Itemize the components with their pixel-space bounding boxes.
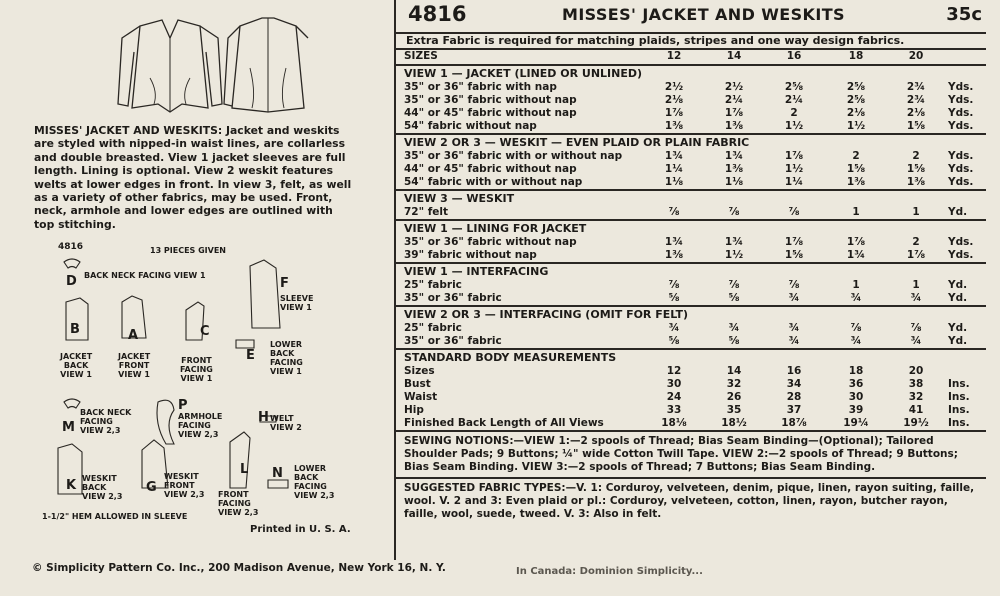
row-label: Bust (404, 378, 431, 390)
cell-value: ⅞ (788, 279, 800, 291)
piece-label-e: LOWER BACK FACING VIEW 1 (270, 340, 303, 376)
piece-letter-f: F (280, 276, 289, 291)
row-label: Hip (404, 404, 424, 416)
yardage-row (396, 322, 986, 335)
cell-value: 1⅜ (906, 176, 926, 188)
cell-value: 28 (786, 391, 802, 403)
cell-value: ⅞ (728, 206, 740, 218)
sizes-label: SIZES (404, 50, 438, 62)
unit-label: Ins. (948, 378, 970, 390)
cell-value: 1½ (846, 120, 866, 132)
row-label: 39" fabric without nap (404, 249, 537, 261)
yardage-section (396, 133, 986, 189)
row-label: 35" or 36" fabric with nap (404, 81, 557, 93)
yardage-section (396, 64, 986, 133)
cell-value: 1⅞ (724, 107, 744, 119)
unit-label: Yds. (948, 81, 974, 93)
yardage-table (396, 48, 986, 524)
cell-value: ¾ (788, 335, 800, 347)
garment-sketch (110, 8, 310, 118)
sizes-header (396, 48, 986, 64)
unit-label: Ins. (948, 404, 970, 416)
cell-value: ¾ (850, 292, 862, 304)
size-heading: 16 (786, 50, 802, 62)
piece-letter-n: N (272, 466, 283, 481)
cell-value: 2⅛ (906, 107, 926, 119)
cell-value: 34 (786, 378, 802, 390)
cell-value: 1⅝ (784, 249, 804, 261)
cell-value: 1¾ (724, 236, 744, 248)
cell-value: 1⅞ (784, 150, 804, 162)
cell-value: 38 (908, 378, 924, 390)
piece-label-d: BACK NECK FACING VIEW 1 (84, 271, 206, 280)
piece-letter-k: K (66, 478, 77, 493)
cell-value: ⅞ (728, 279, 740, 291)
piece-letter-b: B (70, 322, 80, 337)
cell-value: 32 (908, 391, 924, 403)
cell-value: 1⅞ (664, 107, 684, 119)
cell-value: 2½ (664, 81, 684, 93)
cell-value: 1¾ (846, 249, 866, 261)
section-heading: VIEW 3 — WESKIT (404, 192, 515, 205)
cell-value: 2⅝ (784, 81, 804, 93)
yardage-section (396, 189, 986, 219)
cell-value: 1⅝ (846, 163, 866, 175)
unit-label: Yd. (948, 292, 968, 304)
cell-value: 19½ (903, 417, 929, 429)
cell-value: ⅞ (788, 206, 800, 218)
pattern-description (34, 124, 356, 231)
yardage-row (396, 120, 986, 133)
cell-value: 37 (786, 404, 802, 416)
piece-label-m: BACK NECK FACING VIEW 2,3 (80, 408, 132, 435)
yardage-row (396, 150, 986, 163)
cell-value: ¾ (728, 322, 740, 334)
cell-value: 1½ (784, 120, 804, 132)
cell-value: ⅞ (850, 322, 862, 334)
piece-letter-p: P (178, 398, 188, 413)
cell-value: 1 (912, 206, 920, 218)
piece-label-g: WESKIT FRONT VIEW 2,3 (164, 472, 205, 499)
piece-label-c: FRONT FACING VIEW 1 (180, 356, 213, 383)
cell-value: ¾ (850, 335, 862, 347)
piece-letter-a: A (128, 328, 139, 343)
row-label: 35" or 36" fabric (404, 292, 502, 304)
row-label: Finished Back Length of All Views (404, 417, 604, 429)
row-label: 44" or 45" fabric without nap (404, 163, 577, 175)
description-title: MISSES' JACKET AND WESKITS: (34, 124, 223, 137)
cell-value: 24 (666, 391, 682, 403)
yardage-section (396, 219, 986, 262)
pattern-number: 4816 (408, 2, 467, 26)
yardage-row (396, 249, 986, 262)
section-heading: VIEW 1 — JACKET (LINED OR UNLINED) (404, 67, 643, 80)
pieces-count: 13 PIECES GIVEN (150, 246, 226, 255)
unit-label: Yds. (948, 176, 974, 188)
piece-label-b: JACKET BACK VIEW 1 (60, 352, 93, 379)
unit-label: Yd. (948, 279, 968, 291)
yardage-chart-panel (394, 0, 986, 560)
unit-label: Yds. (948, 120, 974, 132)
measurement-row (396, 417, 986, 430)
cell-value: 1⅜ (846, 176, 866, 188)
cell-value: 1½ (724, 249, 744, 261)
row-label: 35" or 36" fabric (404, 335, 502, 347)
cell-value: 1⅜ (664, 120, 684, 132)
cell-value: 2⅛ (846, 107, 866, 119)
row-label: 54" fabric with or without nap (404, 176, 583, 188)
piece-label-f: SLEEVE VIEW 1 (280, 294, 314, 312)
cell-value: 18 (848, 365, 864, 377)
unit-label: Yds. (948, 236, 974, 248)
extra-fabric-note: Extra Fabric is required for matching plaids, stripes and one way design fabrics. (406, 34, 905, 47)
suggested-fabrics: SUGGESTED FABRIC TYPES:—V. 1: Corduroy, velveteen, denim, pique, linen, rayon suiting, faille, wool. V. 2 and 3: Even plaid or pl.: Corduroy, velveteen, cotton, linen, rayon, butcher rayon, faille, wool, suede, tweed. V. 3: Also in felt. (396, 477, 986, 524)
cell-value: ¾ (910, 292, 922, 304)
cell-value: 26 (726, 391, 742, 403)
cell-value: 32 (726, 378, 742, 390)
row-label: 72" felt (404, 206, 449, 218)
cell-value: 2½ (724, 81, 744, 93)
unit-label: Ins. (948, 417, 970, 429)
cell-value: 2 (912, 236, 920, 248)
yardage-row (396, 206, 986, 219)
piece-letter-h: H (258, 410, 269, 425)
section-heading: VIEW 2 OR 3 — INTERFACING (OMIT FOR FELT) (404, 308, 688, 321)
cell-value: 1⅝ (906, 120, 926, 132)
cell-value: ⅞ (910, 322, 922, 334)
piece-label-k: WESKIT BACK VIEW 2,3 (82, 474, 123, 501)
cell-value: 2⅛ (664, 94, 684, 106)
unit-label: Yds. (948, 150, 974, 162)
cell-value: 1⅝ (906, 163, 926, 175)
pieces-pattern-number: 4816 (58, 242, 84, 252)
cell-value: 1¾ (724, 150, 744, 162)
yardage-section (396, 305, 986, 348)
yardage-row (396, 81, 986, 94)
row-label: 44" or 45" fabric without nap (404, 107, 577, 119)
cell-value: ⅝ (668, 292, 680, 304)
row-label: 35" or 36" fabric with or without nap (404, 150, 623, 162)
cell-value: 2⅝ (846, 94, 866, 106)
pattern-price: 35c (946, 4, 982, 25)
row-label: Waist (404, 391, 438, 403)
hem-note: 1-1/2" HEM ALLOWED IN SLEEVE (42, 512, 188, 521)
yardage-row (396, 94, 986, 107)
cell-value: 1⅜ (724, 120, 744, 132)
size-heading: 14 (726, 50, 742, 62)
cell-value: 1⅛ (724, 176, 744, 188)
piece-label-p: ARMHOLE FACING VIEW 2,3 (178, 412, 223, 439)
cell-value: 2 (912, 150, 920, 162)
body-measurements-section (396, 348, 986, 430)
unit-label: Yds. (948, 107, 974, 119)
cell-value: ⅝ (668, 335, 680, 347)
yardage-section (396, 262, 986, 305)
sewing-notions: SEWING NOTIONS:—VIEW 1:—2 spools of Thread; Bias Seam Binding—(Optional); Tailored Shoulder Pads; 9 Buttons; ¼" wide Cotton Twill Tape. VIEW 2:—2 spools of Thread; 9 Buttons; Bias Seam Binding. VIEW 3:—2 spools of Thread; 7 Buttons; Bias Seam Binding. (396, 430, 986, 477)
cell-value: ¾ (788, 292, 800, 304)
cell-value: 1 (852, 206, 860, 218)
cell-value: 1⅜ (724, 163, 744, 175)
row-label: 54" fabric without nap (404, 120, 537, 132)
cell-value: 2¼ (784, 94, 804, 106)
cell-value: 1⅛ (664, 176, 684, 188)
unit-label: Yds. (948, 163, 974, 175)
piece-letter-d: D (66, 274, 77, 289)
cell-value: 39 (848, 404, 864, 416)
cell-value: 18½ (721, 417, 747, 429)
header-row (396, 0, 986, 34)
cell-value: ⅞ (668, 279, 680, 291)
cell-value: 2¼ (724, 94, 744, 106)
cell-value: 19¼ (843, 417, 869, 429)
row-label: 25" fabric (404, 279, 462, 291)
printed-in-usa: Printed in U. S. A. (250, 524, 351, 535)
cell-value: 14 (726, 365, 742, 377)
cell-value: 12 (666, 365, 682, 377)
yardage-row (396, 292, 986, 305)
cell-value: 1⅞ (784, 236, 804, 248)
piece-letter-g: G (146, 480, 157, 495)
measurement-row (396, 365, 986, 378)
section-heading: VIEW 1 — INTERFACING (404, 265, 549, 278)
cell-value: ¾ (910, 335, 922, 347)
cell-value: 2 (852, 150, 860, 162)
cell-value: 1⅞ (846, 236, 866, 248)
cell-value: 30 (666, 378, 682, 390)
canada-footer: In Canada: Dominion Simplicity... (516, 566, 703, 577)
section-heading: VIEW 2 OR 3 — WESKIT — EVEN PLAID OR PLAIN FABRIC (404, 136, 750, 149)
cell-value: 41 (908, 404, 924, 416)
cell-value: 1⅞ (906, 249, 926, 261)
cell-value: 36 (848, 378, 864, 390)
cell-value: 30 (848, 391, 864, 403)
section-heading: STANDARD BODY MEASUREMENTS (404, 351, 617, 364)
piece-letter-e: E (246, 348, 255, 363)
yardage-row (396, 176, 986, 189)
cell-value: 16 (786, 365, 802, 377)
cell-value: 2¾ (906, 94, 926, 106)
cell-value: 1¼ (784, 176, 804, 188)
cell-value: 1½ (784, 163, 804, 175)
cell-value: 2 (790, 107, 798, 119)
section-heading: VIEW 1 — LINING FOR JACKET (404, 222, 587, 235)
cell-value: 2¾ (906, 81, 926, 93)
cell-value: ¾ (668, 322, 680, 334)
yardage-row (396, 236, 986, 249)
description-body: Jacket and weskits are styled with nipped-in waist lines, are collarless and double breasted. View 1 jacket sleeves are full length. Lining is optional. View 2 weskit features welts at lower edges in front. In view 3, felt, as well as a variety of other fabrics, may be used. Front, neck, armhole and lower edges are outlined with top stitching. (34, 124, 352, 231)
unit-label: Yds. (948, 249, 974, 261)
row-label: 25" fabric (404, 322, 462, 334)
row-label: Sizes (404, 365, 435, 377)
cell-value: 1¾ (664, 236, 684, 248)
measurement-row (396, 391, 986, 404)
piece-label-l: FRONT FACING VIEW 2,3 (218, 490, 259, 517)
size-heading: 18 (848, 50, 864, 62)
size-heading: 20 (908, 50, 924, 62)
piece-letter-c: C (200, 324, 210, 339)
cell-value: 1¾ (664, 150, 684, 162)
cell-value: 33 (666, 404, 682, 416)
yardage-row (396, 163, 986, 176)
piece-letter-m: M (62, 420, 75, 435)
row-label: 35" or 36" fabric without nap (404, 236, 577, 248)
cell-value: 1 (852, 279, 860, 291)
yardage-row (396, 279, 986, 292)
piece-label-n: LOWER BACK FACING VIEW 2,3 (294, 464, 335, 500)
measurement-row (396, 378, 986, 391)
unit-label: Yd. (948, 322, 968, 334)
unit-label: Yds. (948, 94, 974, 106)
cell-value: 20 (908, 365, 924, 377)
cell-value: 35 (726, 404, 742, 416)
cell-value: ⅝ (728, 335, 740, 347)
sizes-row (396, 50, 986, 64)
cell-value: 18⅛ (661, 417, 687, 429)
cell-value: ¾ (788, 322, 800, 334)
unit-label: Ins. (948, 391, 970, 403)
row-label: 35" or 36" fabric without nap (404, 94, 577, 106)
cell-value: ⅞ (668, 206, 680, 218)
left-panel (0, 0, 392, 596)
pattern-title: MISSES' JACKET AND WESKITS (562, 5, 845, 24)
cell-value: 1¼ (664, 163, 684, 175)
size-heading: 12 (666, 50, 682, 62)
unit-label: Yd. (948, 206, 968, 218)
yardage-row (396, 335, 986, 348)
cell-value: 18⅞ (781, 417, 807, 429)
cell-value: ⅝ (728, 292, 740, 304)
cell-value: 1⅜ (664, 249, 684, 261)
cell-value: 1 (912, 279, 920, 291)
piece-label-a: JACKET FRONT VIEW 1 (118, 352, 151, 379)
cell-value: 2⅝ (846, 81, 866, 93)
measurement-row (396, 404, 986, 417)
unit-label: Yd. (948, 335, 968, 347)
yardage-row (396, 107, 986, 120)
piece-label-h: WELT VIEW 2 (270, 414, 302, 432)
piece-letter-l: L (240, 462, 249, 477)
publisher-footer: © Simplicity Pattern Co. Inc., 200 Madison Avenue, New York 16, N. Y. (32, 562, 446, 574)
